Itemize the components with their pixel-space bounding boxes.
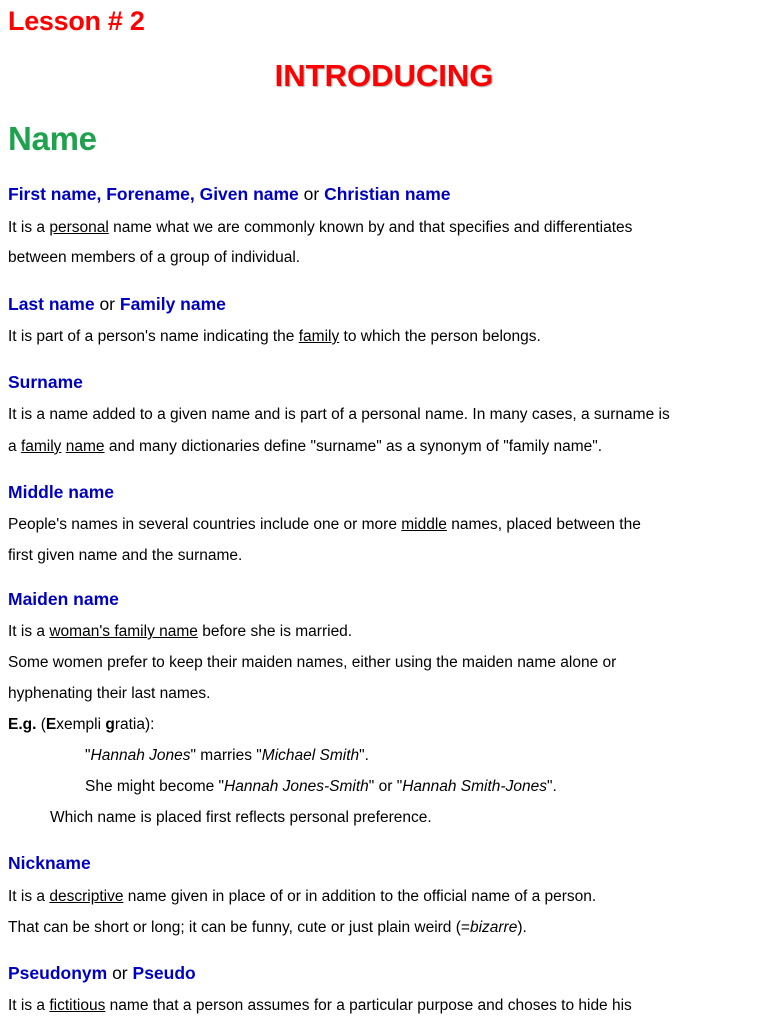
example-name: Michael Smith [261, 747, 360, 764]
example-line-1 [85, 746, 369, 766]
text-run: It is a [8, 997, 50, 1014]
pseudo-term: Pseudo [132, 963, 196, 983]
surname-definition-line-2 [8, 437, 602, 457]
maiden-name-heading: Maiden name [8, 589, 119, 609]
underlined-word: personal [49, 219, 109, 236]
section-title: Name [8, 120, 97, 157]
nickname-definition-line-1 [8, 887, 596, 907]
middle-name-definition-line-1 [8, 515, 641, 535]
text-run: She might become " [85, 778, 225, 795]
text-run: ). [517, 919, 527, 936]
family-name-term: Family name [119, 294, 226, 314]
text-run: and many dictionaries define "surname" as a synonym of "family name". [104, 438, 603, 455]
underlined-phrase: woman's family name [49, 623, 198, 640]
text-run: ( [36, 716, 46, 733]
preference-note: Which name is placed first reflects personal preference. [50, 809, 432, 826]
underlined-word: descriptive [49, 888, 124, 905]
example-name: Hannah Jones-Smith [224, 778, 369, 795]
or-connector: or [99, 294, 115, 314]
underlined-word: family [20, 438, 62, 455]
example-line-2 [85, 777, 557, 797]
example-name: Hannah Jones [90, 747, 191, 764]
text-run: It is a [8, 623, 50, 640]
text-run: names, placed between the [446, 516, 641, 533]
text-run: to which the person belongs. [339, 328, 541, 345]
text-run: a [8, 438, 21, 455]
maiden-name-definition-line-2: Some women prefer to keep their maiden names, either using the maiden name alone or [8, 654, 617, 671]
text-run: ". [359, 747, 369, 764]
text-run: name given in place of or in addition to the official name of a person. [123, 888, 597, 905]
page-title: INTRODUCING [274, 58, 494, 93]
first-name-definition-line-2: between members of a group of individual. [8, 249, 301, 266]
text-run: " marries " [190, 747, 262, 764]
surname-heading: Surname [8, 372, 83, 392]
last-name-term: Last name [8, 294, 95, 314]
text-run: ratia): [114, 716, 155, 733]
underlined-word: fictitious [49, 997, 106, 1014]
first-name-definition-line-1 [8, 218, 632, 238]
text-run: name that a person assumes for a particular purpose and choses to hide his [105, 997, 632, 1014]
text-run: It is a [8, 219, 50, 236]
christian-name-term: Christian name [324, 184, 451, 204]
last-name-heading [8, 294, 226, 315]
middle-name-definition-line-2: first given name and the surname. [8, 547, 243, 564]
nickname-definition-line-2 [8, 918, 527, 938]
middle-name-heading: Middle name [8, 482, 114, 502]
exempli-gratia-line [8, 715, 154, 735]
underlined-word: family [298, 328, 340, 345]
pseudonym-definition-line-1 [8, 996, 632, 1016]
lesson-number: Lesson # 2 [8, 6, 145, 36]
text-run: People's names in several countries include one or more [8, 516, 402, 533]
nickname-heading: Nickname [8, 853, 91, 873]
italic-word: bizarre [469, 919, 518, 936]
text-run: It is part of a person's name indicating the [8, 328, 299, 345]
first-name-term: First name, Forename, Given name [8, 184, 299, 204]
text-run: " or " [368, 778, 403, 795]
maiden-name-definition-line-1 [8, 622, 352, 642]
text-run: ". [546, 778, 557, 795]
underlined-word: middle [401, 516, 447, 533]
pseudonym-heading [8, 963, 196, 984]
maiden-name-definition-line-3: hyphenating their last names. [8, 685, 211, 702]
pseudonym-term: Pseudonym [8, 963, 108, 983]
text-run: before she is married. [197, 623, 353, 640]
text-run: That can be short or long; it can be funny, cute or just plain weird (= [8, 919, 470, 936]
or-connector: or [112, 963, 128, 983]
eg-abbreviation: E.g. [8, 716, 37, 733]
bold-letter: g [105, 716, 115, 733]
last-name-definition [8, 327, 541, 347]
or-connector: or [303, 184, 320, 204]
bold-letter: E [45, 716, 57, 733]
text-run: " [85, 747, 91, 764]
text-run: name what we are commonly known by and that specifies and differentiates [108, 219, 633, 236]
text-run: It is a [8, 888, 50, 905]
text-run: xempli [56, 716, 106, 733]
underlined-word: name [65, 438, 105, 455]
surname-definition-line-1: It is a name added to a given name and is part of a personal name. In many cases, a surname is [8, 406, 670, 423]
first-name-heading [8, 184, 451, 205]
example-name: Hannah Smith-Jones [402, 778, 547, 795]
